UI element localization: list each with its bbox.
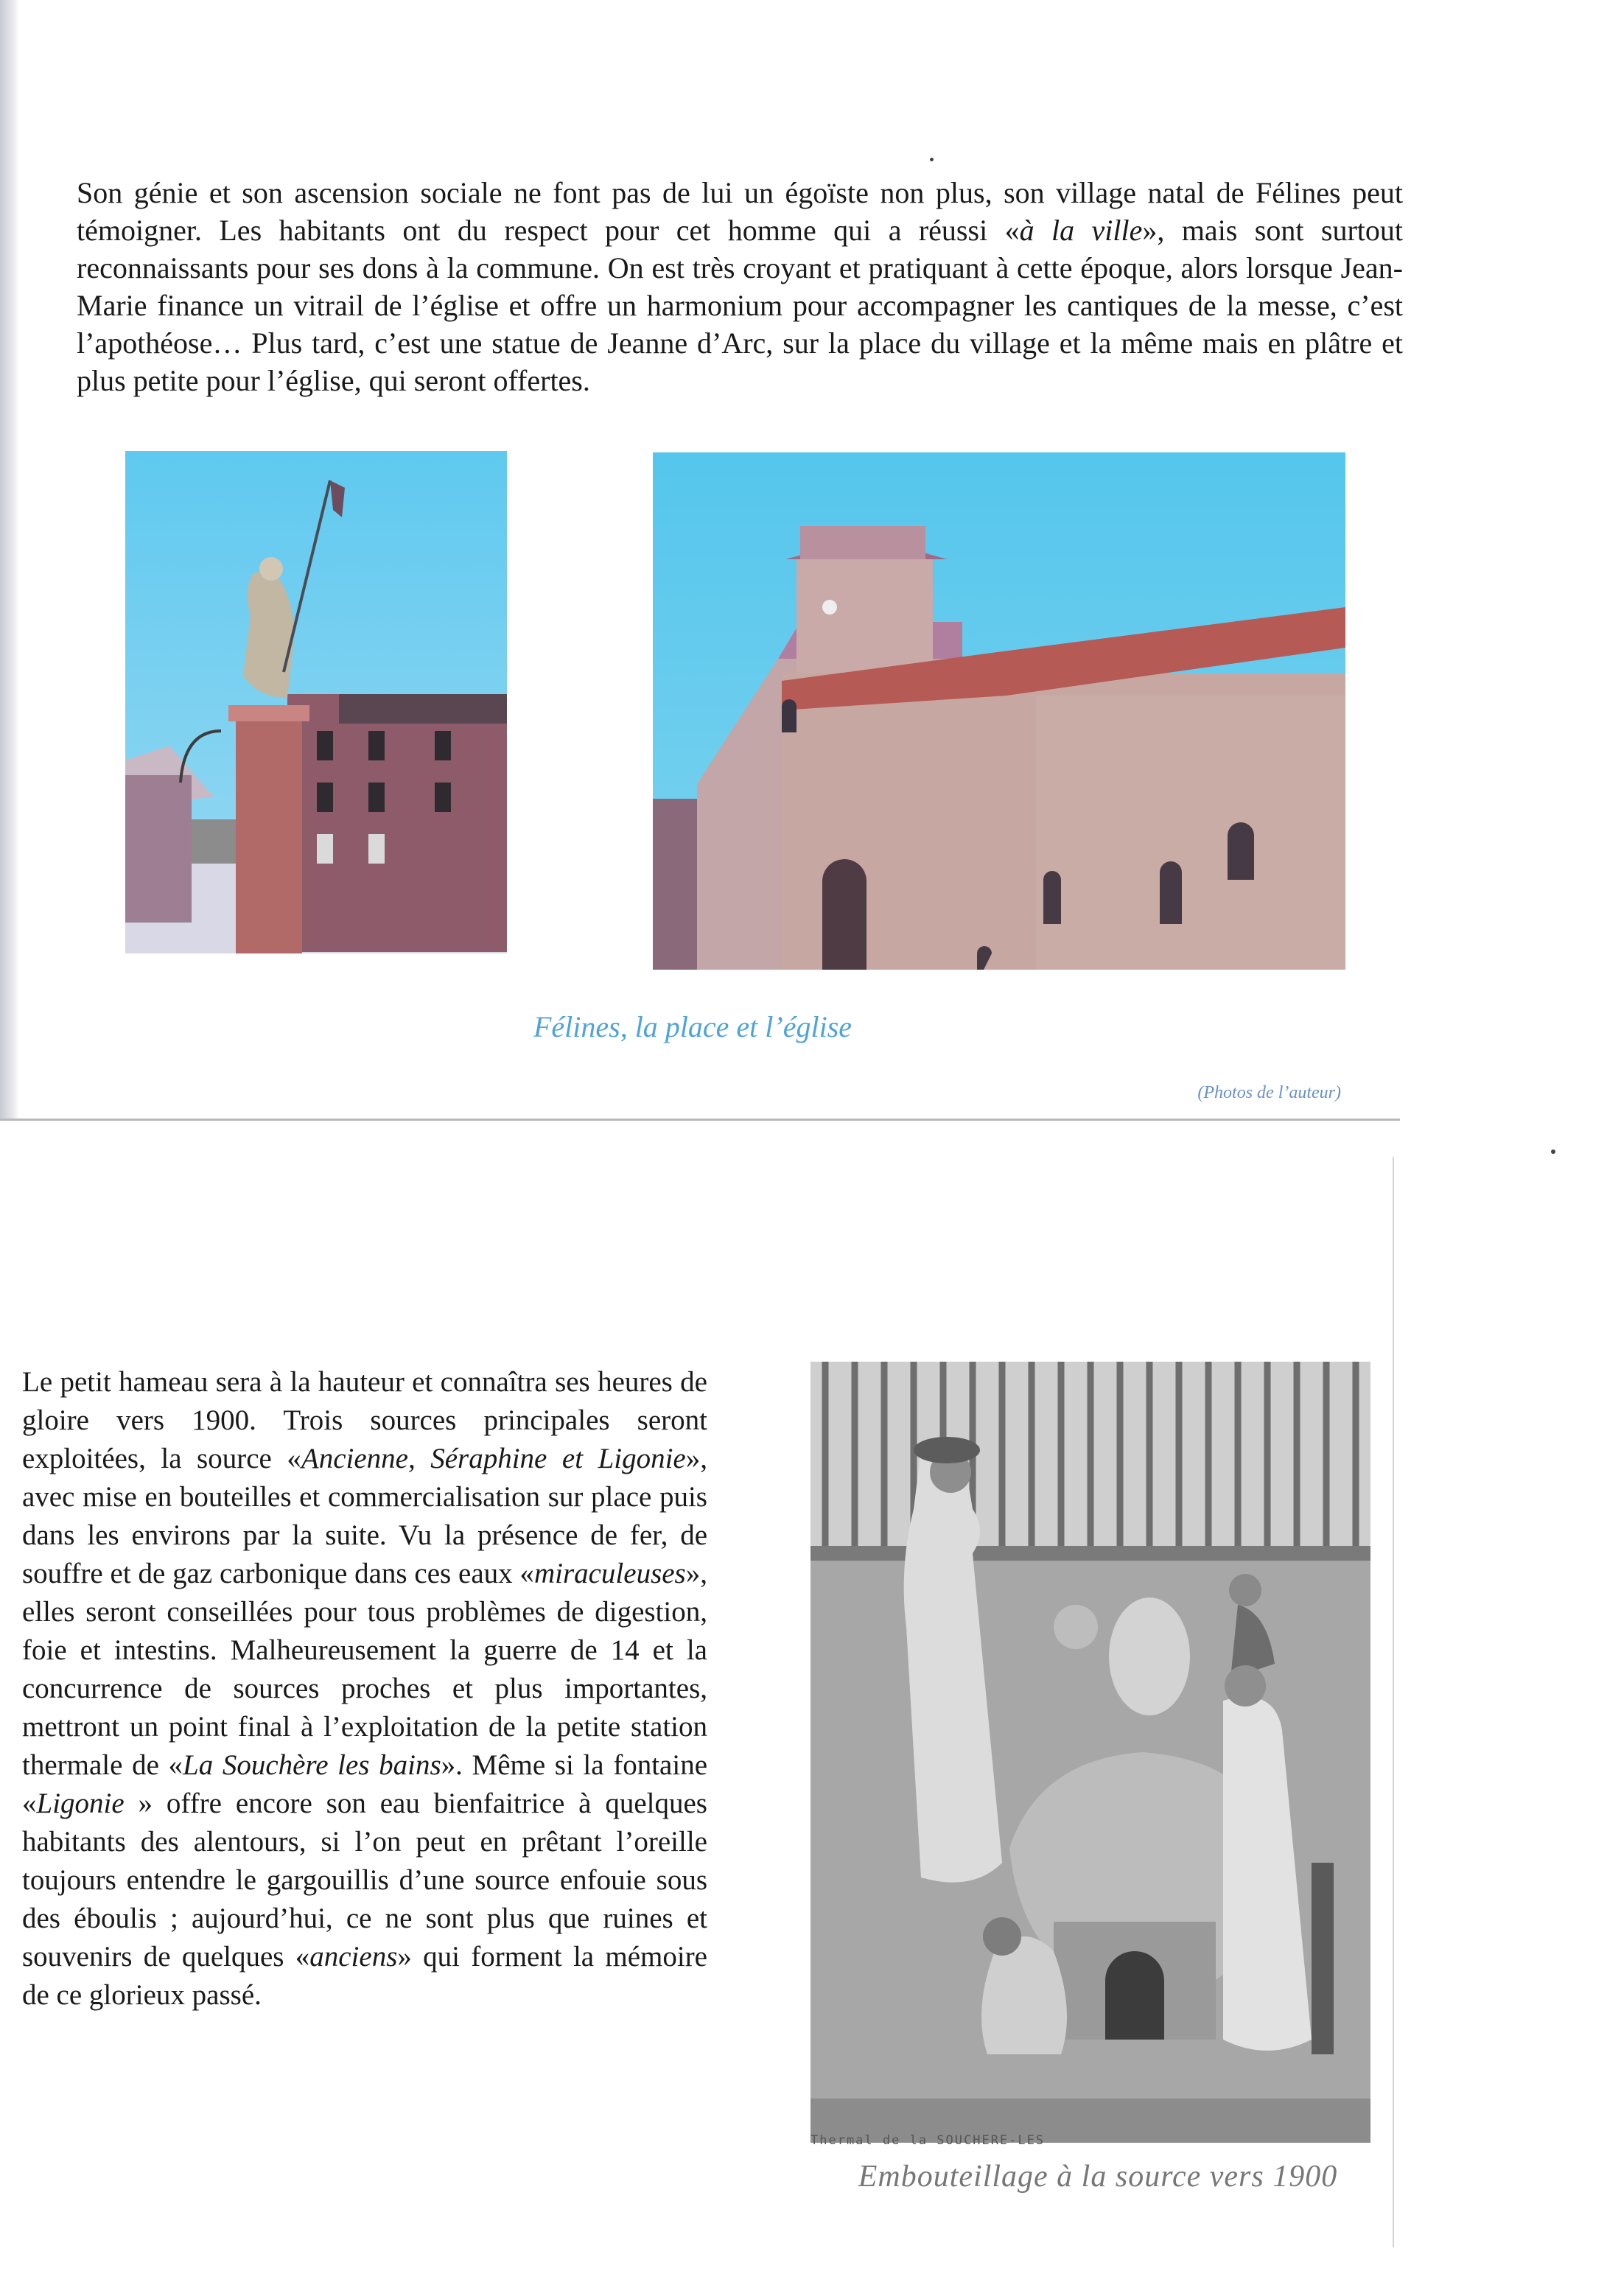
italic-run: La Souchère les bains	[183, 1749, 441, 1781]
italic-run: Ligonie	[36, 1788, 125, 1819]
text-run: Son génie et son ascension sociale ne font pas de lui un égoïste non plus, son village natal de Félines peut témoigner. Les habitants ont du respect pour cet homme qui a réussi «	[77, 176, 1403, 247]
photos-caption: Félines, la place et l’église	[533, 1010, 852, 1043]
page-edge	[1393, 1157, 1394, 2247]
dust-speck	[930, 158, 934, 161]
italic-run: à la ville	[1019, 214, 1143, 247]
historic-bottling-photo	[810, 1362, 1370, 2143]
historic-photo-label: Thermal de la SOUCHERE-LES	[810, 2133, 1046, 2148]
italic-run: miraculeuses	[533, 1558, 686, 1589]
italic-run: Ancienne, Séraphine et Ligonie	[301, 1443, 686, 1474]
text-run: » qui forment la mémoire de ce glorieux passé.	[22, 1941, 707, 2011]
photos-credit: (Photos de l’auteur)	[1197, 1083, 1341, 1102]
page-divider	[0, 1119, 1400, 1121]
text-run: », mais sont surtout reconnaissants pour ses dons à la commune. On est très croyant et pratiquant à cette époque, alors lorsque Jean-Marie finance un vitrail de l’église et offre un harmonium pour accompagner les cantiques de la messe, c’est l’apothéose… Plus tard, c’est une statue de Jeanne d’Arc, sur la place du village et la même mais en plâtre et plus petite pour l’église, qui seront offertes.	[77, 214, 1403, 397]
history-paragraph	[22, 1363, 707, 2015]
church-photo	[653, 452, 1345, 970]
text-run: Le petit hameau sera à la hauteur et connaîtra ses heures de gloire vers 1900. Trois sources principales seront exploitées, la source «	[22, 1366, 707, 1474]
historic-photo-caption: Embouteillage à la source vers 1900	[858, 2160, 1338, 2194]
dust-speck	[1551, 1149, 1555, 1154]
text-run: », avec mise en bouteilles et commercialisation sur place puis dans les environs par la suite. Vu la présence de fer, de souffre et de gaz carbonique dans ces eaux «	[22, 1443, 707, 1589]
scan-shadow-strip	[0, 0, 19, 1120]
italic-run: anciens	[309, 1941, 398, 1973]
statue-photo	[125, 451, 507, 953]
text-run: ». Même si la fontaine «	[22, 1749, 707, 1819]
text-run: », elles seront conseillées pour tous problèmes de digestion, foie et intestins. Malheureusement la guerre de 14 et la concurrence de sources proches et plus importantes, mettront un point final à l’exploitation de la petite station thermale de «	[22, 1558, 707, 1781]
intro-paragraph	[77, 174, 1403, 399]
text-run: » offre encore son eau bienfaitrice à quelques habitants des alentours, si l’on peut en prêtant l’oreille toujours entendre le gargouillis d’une source enfouie sous des éboulis ; aujourd’hui, ce ne sont plus que ruines et souvenirs de quelques «	[22, 1788, 707, 1973]
